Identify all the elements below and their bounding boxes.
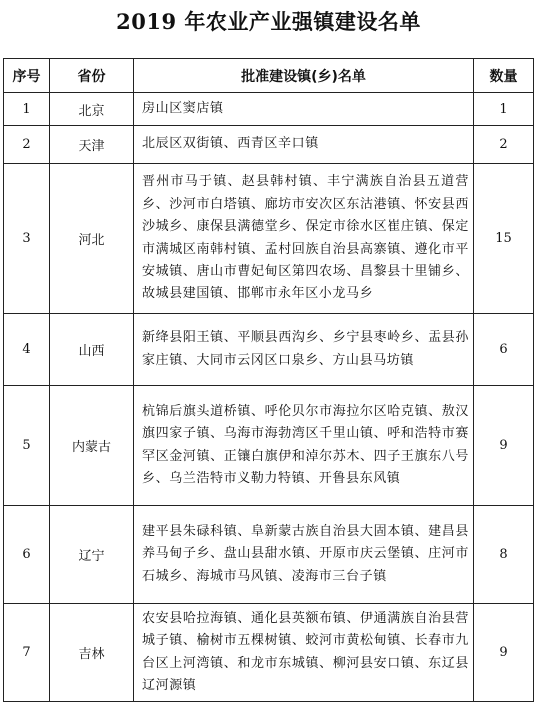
- row-towns: 新绛县阳王镇、平顺县西沟乡、乡宁县枣岭乡、盂县孙家庄镇、大同市云冈区口泉乡、方山县马坊镇: [134, 314, 474, 386]
- towns-table: [3, 58, 534, 702]
- row-count: 8: [474, 506, 534, 604]
- row-count: 6: [474, 314, 534, 386]
- table-row: [4, 506, 534, 604]
- row-province: 内蒙古: [50, 386, 134, 506]
- header-towns: 批准建设镇(乡)名单: [134, 59, 474, 93]
- row-count: 2: [474, 126, 534, 164]
- row-count: 15: [474, 164, 534, 314]
- row-index: 7: [4, 604, 50, 702]
- row-province: 北京: [50, 93, 134, 126]
- row-index: 1: [4, 93, 50, 126]
- row-towns: 杭锦后旗头道桥镇、呼伦贝尔市海拉尔区哈克镇、敖汉旗四家子镇、乌海市海勃湾区千里山镇、呼和浩特市赛罕区金河镇、正镶白旗伊和淖尔苏木、四子王旗东八号乡、乌兰浩特市义勒力特镇、开鲁县东风镇: [134, 386, 474, 506]
- row-towns: 晋州市马于镇、赵县韩村镇、丰宁满族自治县五道营乡、沙河市白塔镇、廊坊市安次区东沽港镇、怀安县西沙城乡、康保县满德堂乡、保定市徐水区崔庄镇、保定市满城区南韩村镇、孟村回族自治县高寨镇、遵化市平安城镇、唐山市曹妃甸区第四农场、昌黎县十里铺乡、故城县建国镇、邯郸市永年区小龙马乡: [134, 164, 474, 314]
- row-index: 6: [4, 506, 50, 604]
- header-index: 序号: [4, 59, 50, 93]
- row-towns: 房山区窦店镇: [134, 93, 474, 126]
- row-towns: 农安县哈拉海镇、通化县英额布镇、伊通满族自治县营城子镇、榆树市五棵树镇、蛟河市黄松甸镇、长春市九台区上河湾镇、和龙市东城镇、柳河县安口镇、东辽县辽河源镇: [134, 604, 474, 702]
- table-row: [4, 386, 534, 506]
- row-index: 3: [4, 164, 50, 314]
- row-province: 吉林: [50, 604, 134, 702]
- row-towns: 建平县朱碌科镇、阜新蒙古族自治县大固本镇、建昌县养马甸子乡、盘山县甜水镇、开原市庆云堡镇、庄河市石城乡、海城市马风镇、凌海市三台子镇: [134, 506, 474, 604]
- header-province: 省份: [50, 59, 134, 93]
- row-province: 山西: [50, 314, 134, 386]
- row-province: 天津: [50, 126, 134, 164]
- table-row: [4, 126, 534, 164]
- table-row: [4, 314, 534, 386]
- row-province: 辽宁: [50, 506, 134, 604]
- table-row: [4, 164, 534, 314]
- row-province: 河北: [50, 164, 134, 314]
- page-title: 2019 年农业产业强镇建设名单: [116, 9, 421, 34]
- row-towns: 北辰区双街镇、西青区辛口镇: [134, 126, 474, 164]
- row-count: 1: [474, 93, 534, 126]
- row-count: 9: [474, 386, 534, 506]
- row-index: 4: [4, 314, 50, 386]
- row-index: 5: [4, 386, 50, 506]
- table-row: [4, 93, 534, 126]
- row-index: 2: [4, 126, 50, 164]
- table-header-row: [4, 59, 534, 93]
- row-count: 9: [474, 604, 534, 702]
- header-count: 数量: [474, 59, 534, 93]
